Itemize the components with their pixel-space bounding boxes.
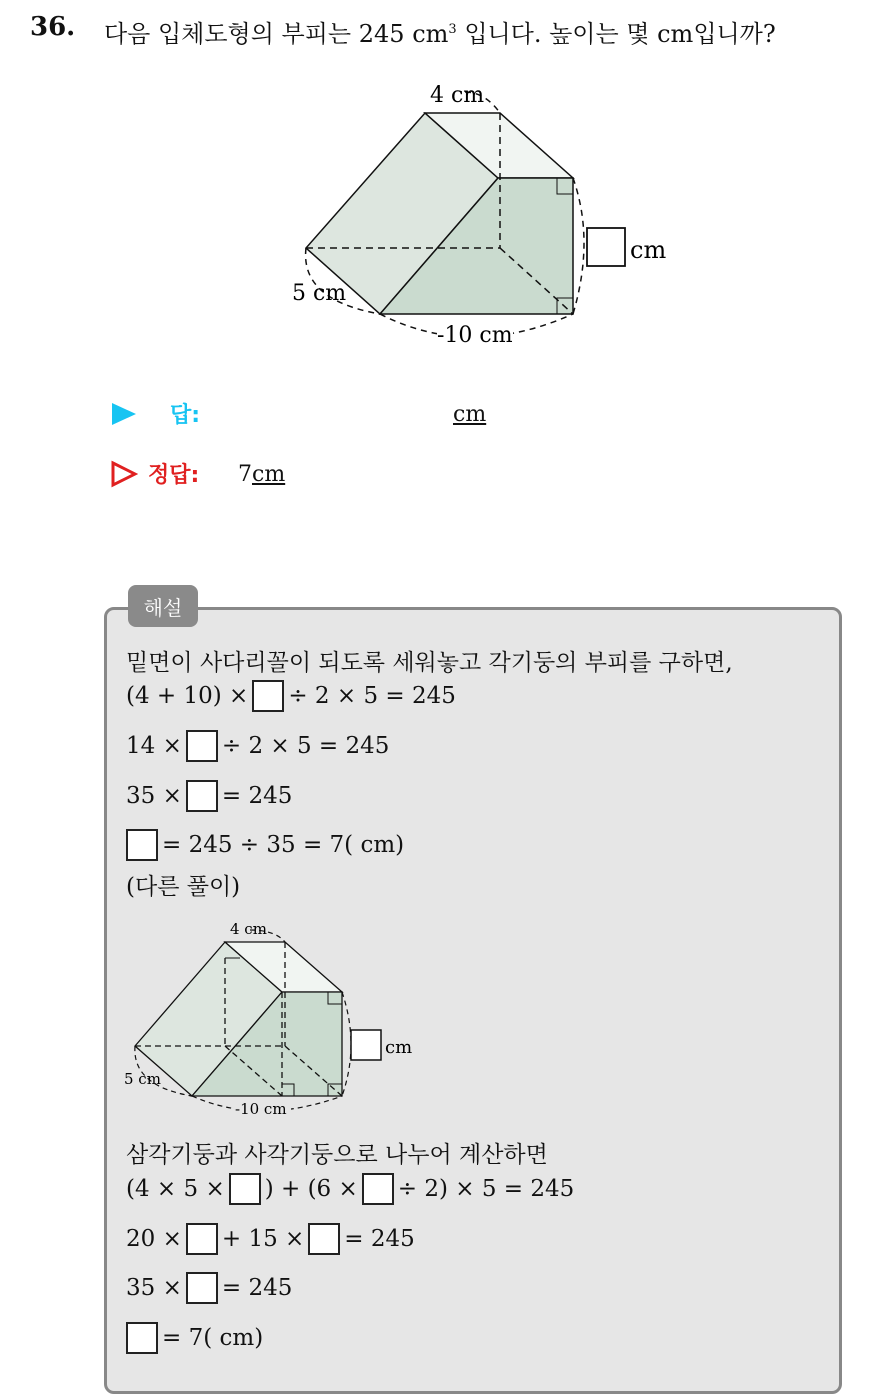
blank-box (308, 1223, 340, 1255)
equation-4: = 245 ÷ 35 = 7( cm) (126, 829, 404, 861)
question-text-after: 입니다. 높이는 몇 cm입니까? (464, 20, 776, 48)
blank-box (186, 1223, 218, 1255)
fig2-answer-box (351, 1030, 381, 1060)
equation-6: 20 × + 15 × = 245 (126, 1223, 415, 1255)
fig2-label-top: 4 cm (230, 920, 267, 938)
blank-box (362, 1173, 394, 1205)
label-bottom: -10 cm (437, 323, 513, 348)
equation-1: (4 + 10) × ÷ 2 × 5 = 245 (126, 680, 456, 712)
answer-box (587, 228, 625, 266)
question-text-before: 다음 입체도형의 부피는 245 (104, 20, 405, 48)
blank-box (186, 730, 218, 762)
prism-figure (270, 70, 690, 370)
blank-box (126, 829, 158, 861)
correct-label: 정답: (148, 463, 200, 488)
blank-box (126, 1322, 158, 1354)
question-number: 36. (30, 12, 76, 42)
correct-value: 7cm (238, 462, 286, 487)
question-unit-exponent: 3 (448, 22, 457, 37)
question-unit: cm (412, 20, 449, 48)
fig2-unit: cm (385, 1037, 413, 1058)
solution-intro-2: 삼각기둥과 사각기둥으로 나누어 계산하면 (126, 1142, 548, 1168)
solution-tag: 해설 (128, 585, 198, 627)
blank-box (229, 1173, 261, 1205)
blank-box (186, 780, 218, 812)
alt-solution-label: (다른 풀이) (126, 874, 241, 900)
fig2-label-bottom: -10 cm (235, 1100, 287, 1118)
fig2-label-left: 5 cm (124, 1070, 161, 1088)
answer-label: 답: (170, 403, 201, 428)
solution-intro: 밑면이 사다리꼴이 되도록 세워놓고 각기둥의 부피를 구하면, (126, 650, 733, 676)
question-text (104, 14, 776, 49)
play-arrow-icon (112, 403, 136, 425)
prism-figure-split (110, 910, 430, 1125)
equation-3: 35 × = 245 (126, 780, 292, 812)
label-top: 4 cm (430, 83, 485, 108)
equation-7: 35 × = 245 (126, 1272, 292, 1304)
equation-5: (4 × 5 × ) + (6 × ÷ 2) × 5 = 245 (126, 1173, 574, 1205)
correct-row (110, 458, 199, 489)
equation-2: 14 × ÷ 2 × 5 = 245 (126, 730, 389, 762)
label-left: 5 cm (292, 281, 347, 306)
equation-8: = 7( cm) (126, 1322, 263, 1354)
label-right-unit: cm (630, 236, 667, 264)
blank-box (186, 1272, 218, 1304)
play-outline-icon (110, 460, 138, 488)
answer-row (112, 398, 200, 429)
answer-unit[interactable]: cm (453, 402, 487, 427)
blank-box (252, 680, 284, 712)
